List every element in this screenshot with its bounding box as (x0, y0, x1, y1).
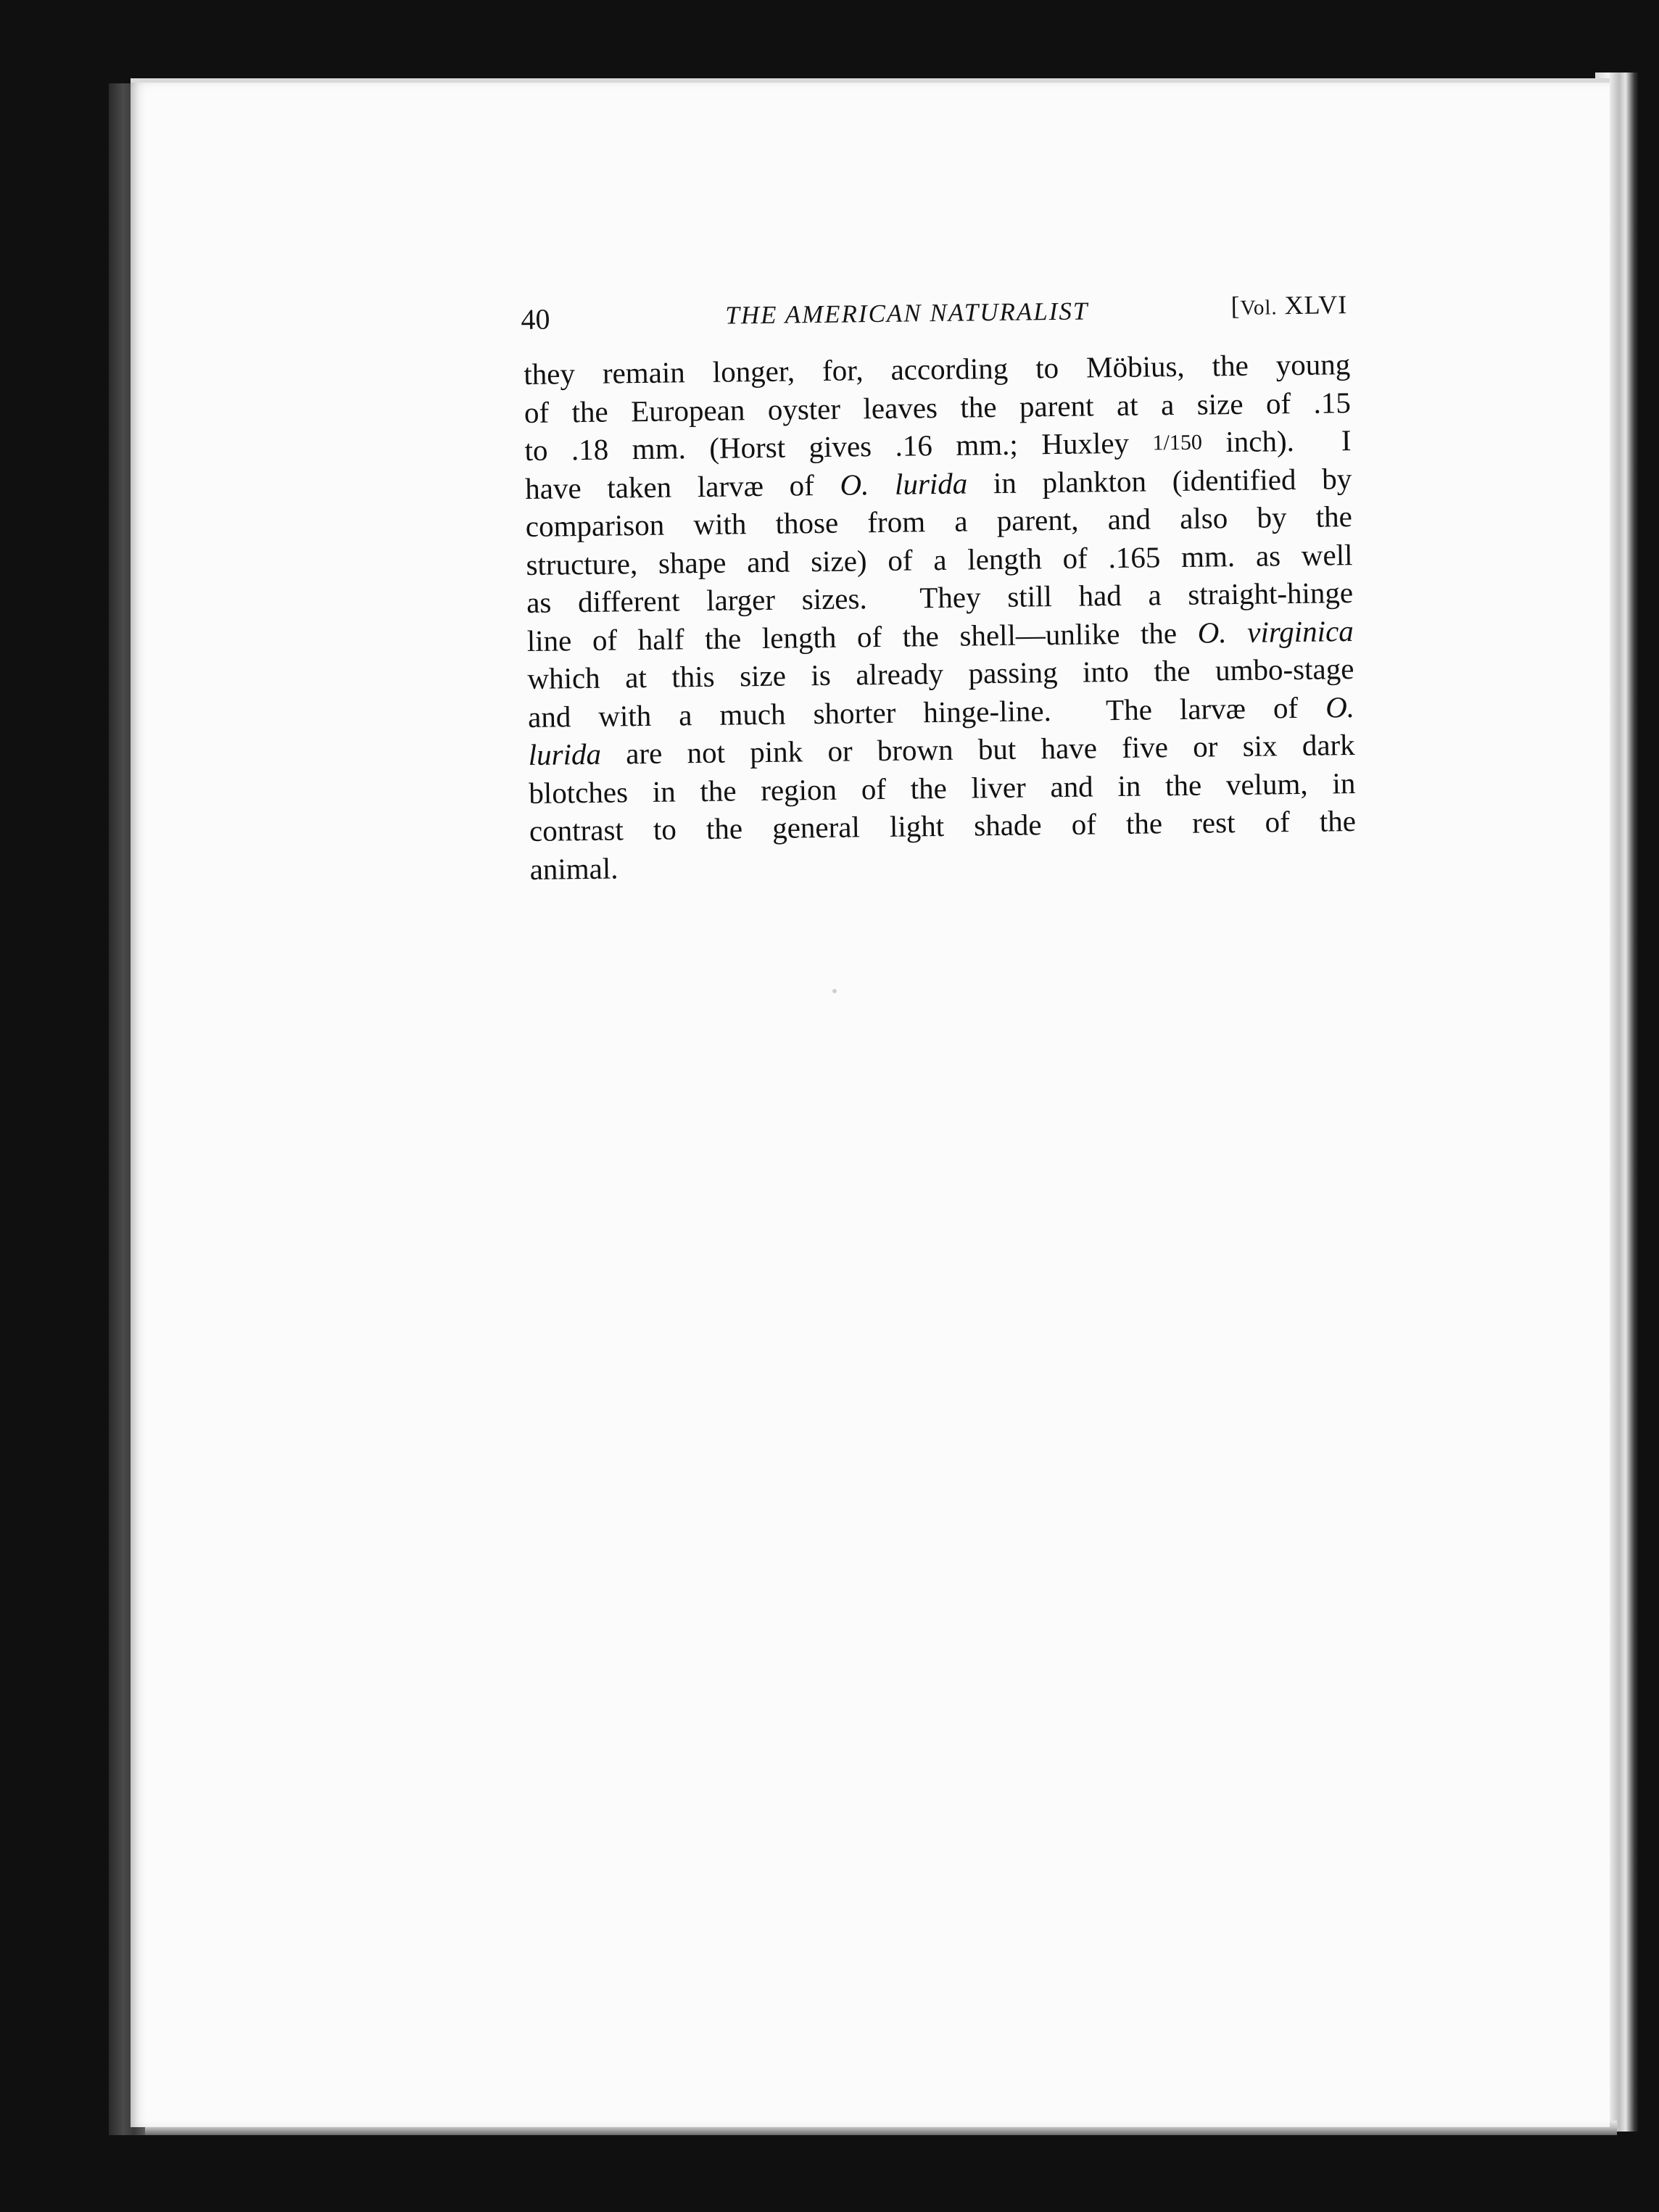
text-segment: are not pink or brown but have five or six dark (600, 728, 1355, 771)
text-segment: structure, shape and size) of a length of .165 mm. as well (526, 537, 1353, 581)
body-paragraph (524, 345, 1357, 888)
text-segment: inch). I (1201, 423, 1352, 459)
text-segment: of the European oyster leaves the parent at a size of .15 (524, 385, 1352, 429)
italic-species-name: O. lurida (840, 466, 968, 502)
text-segment: in plankton (identified by (967, 461, 1352, 500)
volume-number: XLVI (1284, 290, 1348, 320)
text-segment: have taken larvæ of (524, 468, 840, 505)
volume-bracket: [ (1230, 291, 1241, 321)
running-header (521, 283, 1348, 344)
text-segment: comparison with those from a parent, and also by the (525, 500, 1353, 543)
text-segment: and with a much shorter hinge-line. The larvæ of (527, 690, 1326, 734)
volume-label (1230, 289, 1347, 321)
italic-species-name: lurida (528, 737, 602, 771)
text-segment: line of half the length of the shell—unlike the (526, 616, 1199, 658)
fraction: 1/150 (1152, 430, 1203, 455)
italic-species-name: O. (1325, 689, 1355, 724)
journal-title: THE AMERICAN NATURALIST (725, 297, 1089, 330)
text-segment: as different larger sizes. They still had a straight-hinge (526, 576, 1354, 619)
text-segment: they remain longer, for, according to Möbius, the young (524, 347, 1351, 391)
text-segment: blotches in the region of the liver and in the velum, in (529, 766, 1356, 810)
text-segment: to .18 mm. (Horst gives .16 mm.; Huxley (524, 426, 1153, 467)
text-segment: contrast to the general light shade of the rest of the (529, 804, 1357, 848)
page-number: 40 (521, 302, 550, 336)
text-segment: which at this size is already passing into the umbo-stage (527, 652, 1354, 695)
volume-prefix: Vol. (1240, 296, 1278, 320)
paper-speck (832, 989, 837, 993)
italic-species-name: O. virginica (1197, 613, 1354, 650)
text-segment: animal. (529, 850, 618, 886)
